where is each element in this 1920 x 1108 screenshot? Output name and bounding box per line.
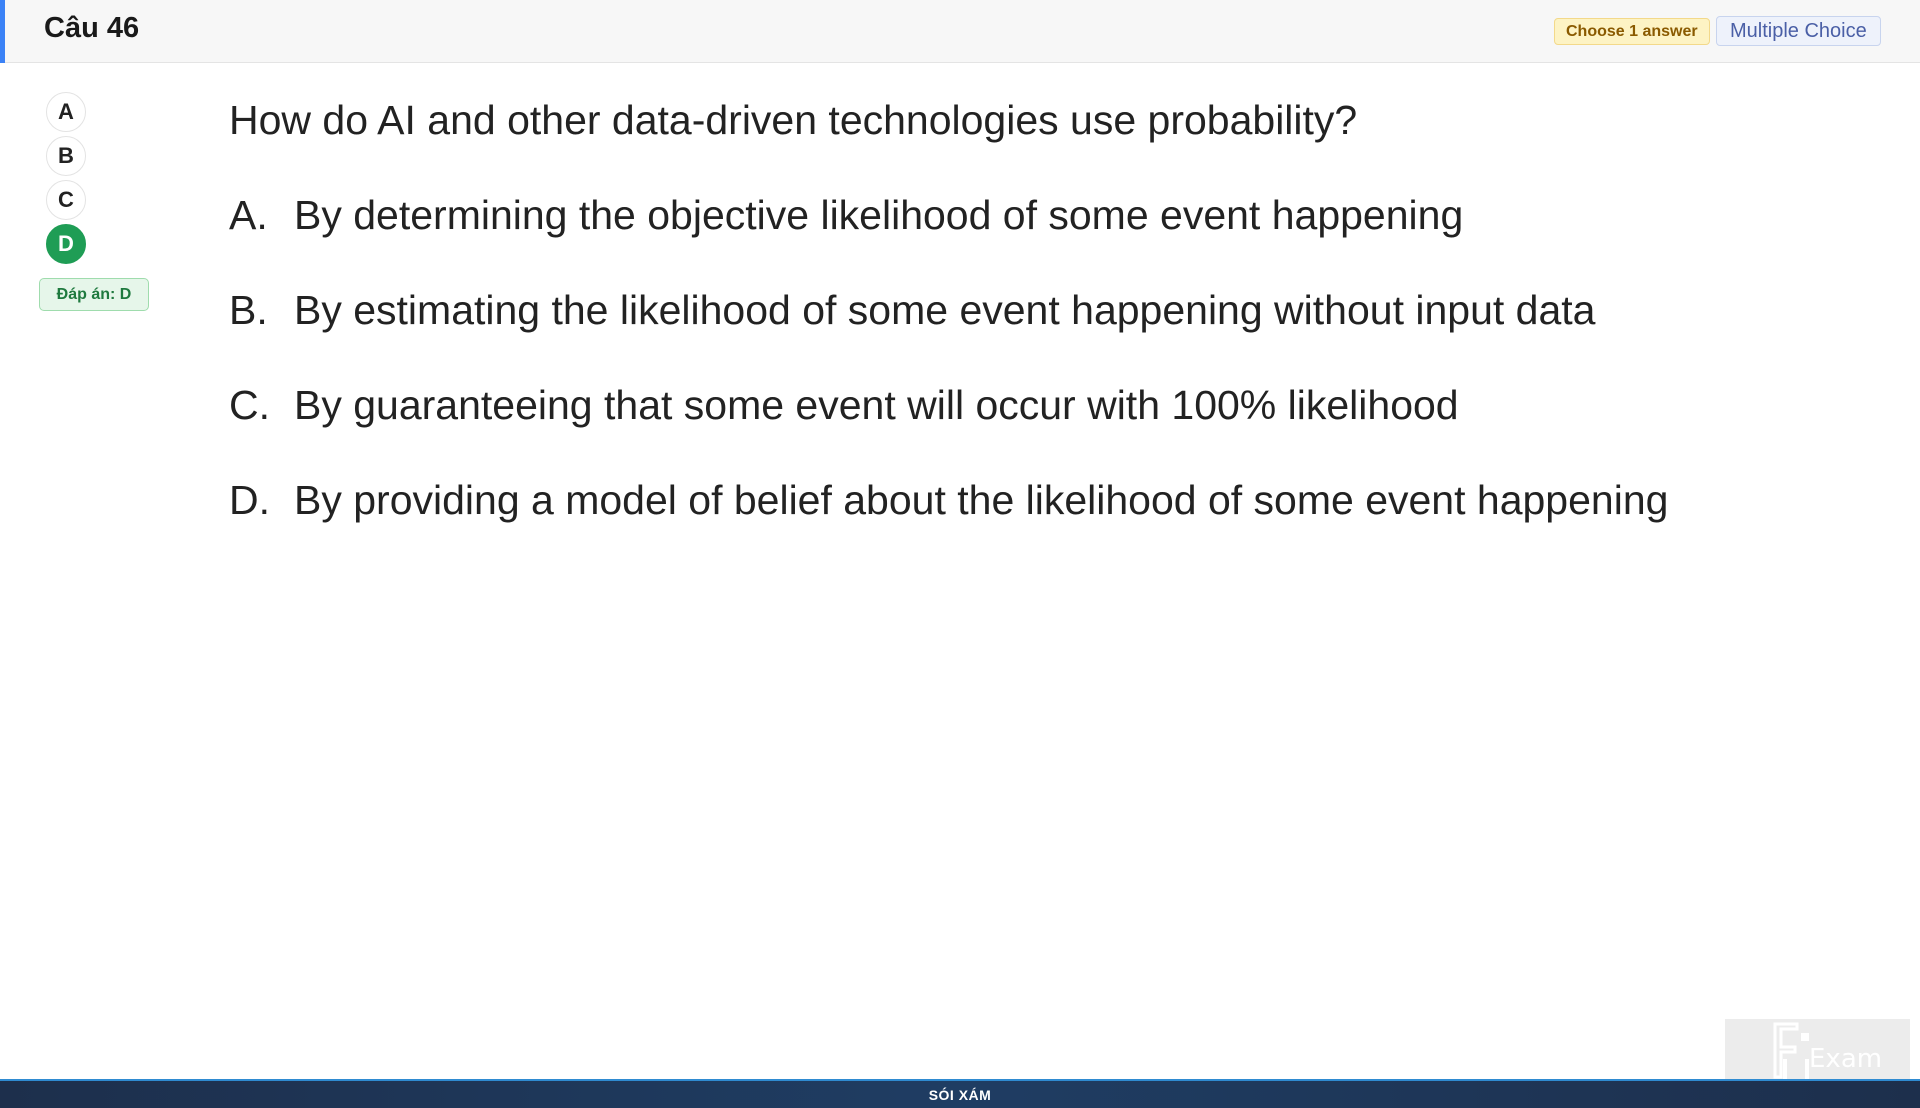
question-header [0,0,1920,63]
correct-answer-tag: Đáp án: D [39,278,149,311]
question-number-title: Câu 46 [44,12,140,44]
option-letter: C. [229,382,270,428]
option-text: By guaranteeing that some event will occur with 100% likelihood [294,382,1459,428]
option-letter: A. [229,192,268,238]
option-text: By determining the objective likelihood of some event happening [294,192,1464,238]
option-b-button[interactable]: B [46,136,86,176]
choose-count-badge: Choose 1 answer [1554,18,1710,45]
option-c-button[interactable]: C [46,180,86,220]
question-option-c [229,380,1789,430]
svg-text:Exam: Exam [1809,1044,1883,1074]
question-option-a [229,190,1789,240]
footer-bar [0,1079,1920,1108]
question-type-badge: Multiple Choice [1716,16,1881,46]
question-option-b [229,285,1789,335]
option-letter: D. [229,477,270,523]
option-d-button[interactable]: D [46,224,86,264]
option-text: By estimating the likelihood of some event happening without input data [294,287,1596,333]
question-image-content [229,95,1789,525]
option-letter: B. [229,287,268,333]
option-text: By providing a model of belief about the likelihood of some event happening [294,477,1669,523]
option-a-button[interactable]: A [46,92,86,132]
question-text: How do AI and other data-driven technologies use probability? [229,97,1358,143]
question-option-d [229,475,1789,525]
footer-text: SÓI XÁM [928,1086,992,1103]
header-accent-bar [0,0,5,63]
